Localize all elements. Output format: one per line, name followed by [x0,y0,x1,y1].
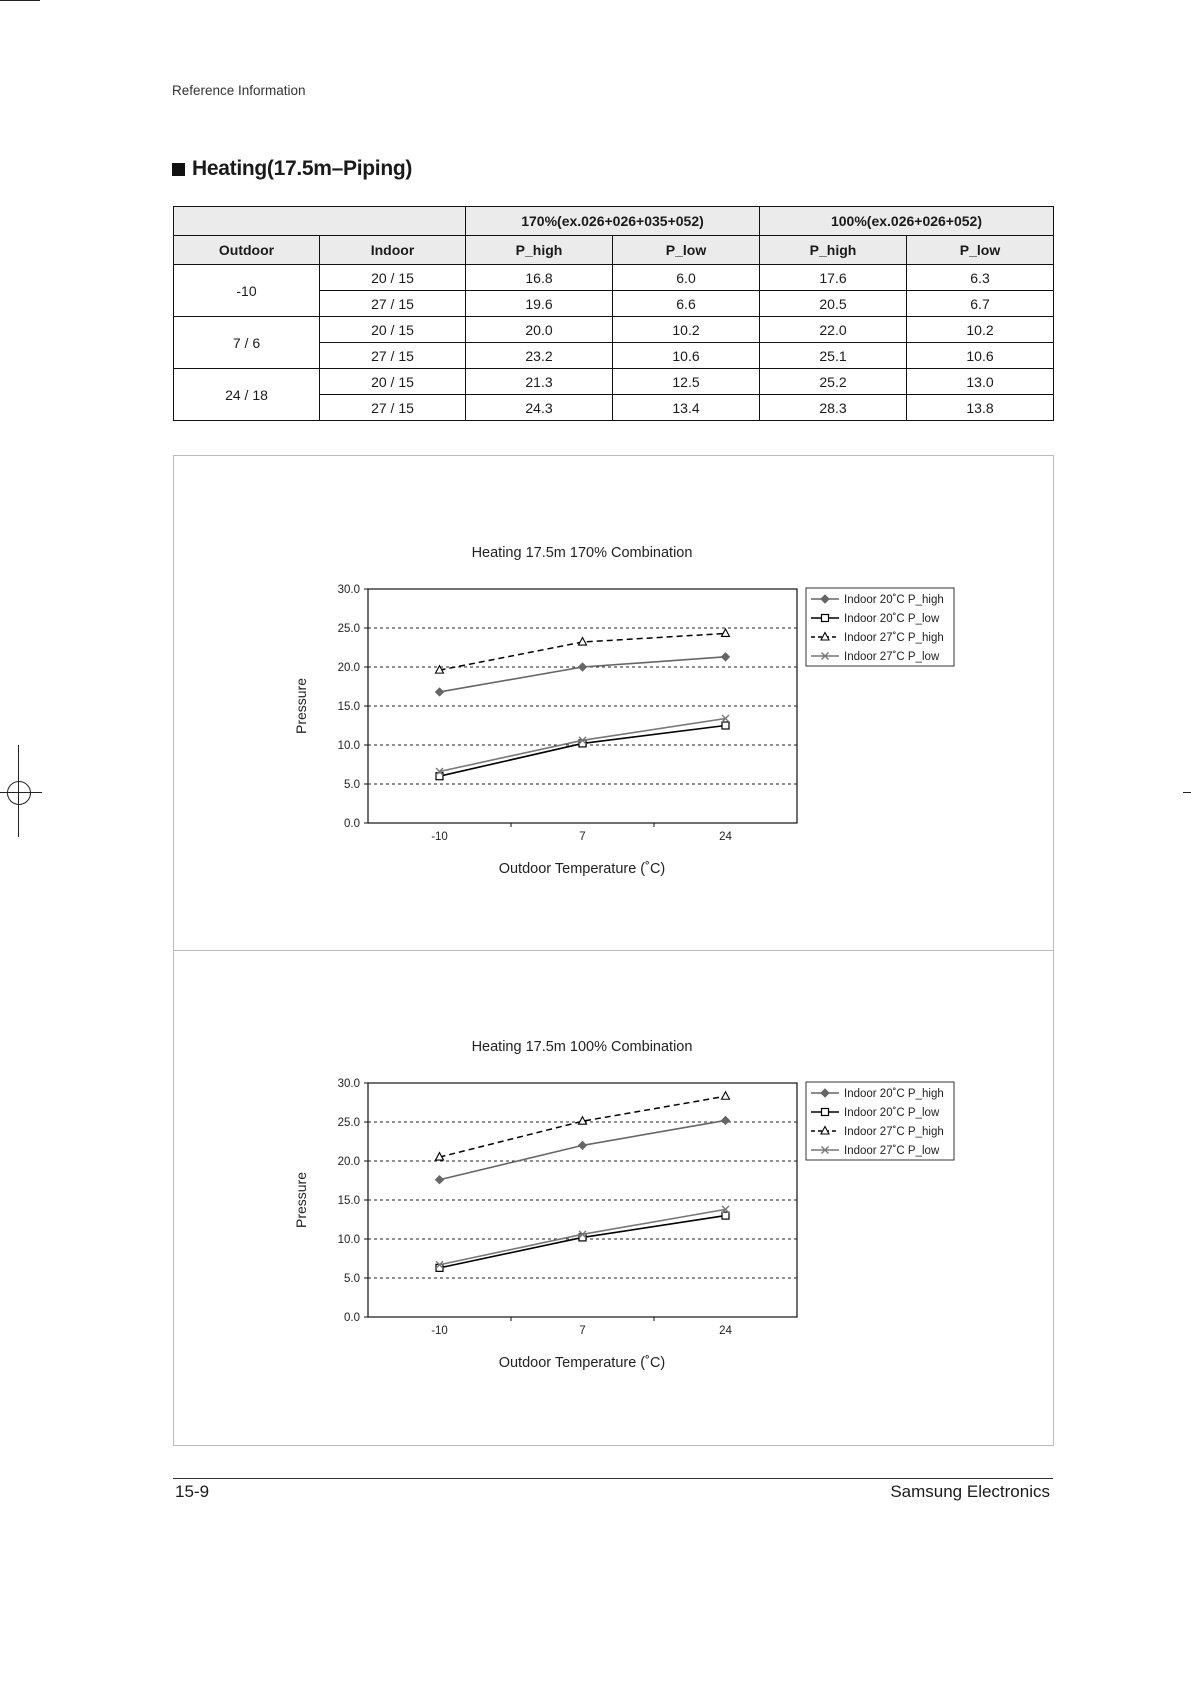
x-tick-label: 24 [719,831,732,843]
y-tick-label: 25.0 [337,1117,360,1129]
value-cell: 22.0 [760,317,907,343]
indoor-cell: 20 / 15 [320,265,466,291]
x-tick-label: -10 [431,831,448,843]
legend-marker [822,615,829,622]
charts-frame [173,455,1054,1446]
crop-mark-right [1183,792,1191,793]
group-header-row [174,207,1054,236]
footer-rule [173,1478,1053,1479]
plot-area [368,589,797,823]
value-cell: 24.3 [466,395,613,421]
section-title [172,157,412,181]
value-cell: 10.2 [907,317,1054,343]
value-cell: 13.0 [907,369,1054,395]
y-tick-label: 30.0 [337,1078,360,1090]
y-tick-label: 10.0 [337,1234,360,1246]
y-tick-label: 15.0 [337,701,360,713]
y-tick-label: 5.0 [344,1273,360,1285]
legend-label: Indoor 27˚C P_high [844,1126,944,1138]
x-axis-label: Outdoor Temperature (˚C) [498,1355,666,1371]
value-cell: 20.5 [760,291,907,317]
legend-label: Indoor 20˚C P_high [844,594,944,606]
value-cell: 12.5 [613,369,760,395]
value-cell: 13.4 [613,395,760,421]
column-header: Indoor [320,236,466,265]
legend-label: Indoor 20˚C P_low [844,1107,940,1119]
y-tick-label: 20.0 [337,1156,360,1168]
y-tick-label: 25.0 [337,623,360,635]
data-point [722,1212,729,1219]
x-axis-label: Outdoor Temperature (˚C) [498,861,666,877]
indoor-cell: 20 / 15 [320,317,466,343]
group-header-170: 170%(ex.026+026+035+052) [466,207,760,236]
value-cell: 16.8 [466,265,613,291]
value-cell: 6.0 [613,265,760,291]
y-tick-label: 15.0 [337,1195,360,1207]
value-cell: 25.1 [760,343,907,369]
value-cell: 17.6 [760,265,907,291]
value-cell: 25.2 [760,369,907,395]
column-header: P_low [907,236,1054,265]
pressure-table [173,206,1054,421]
indoor-cell: 27 / 15 [320,343,466,369]
value-cell: 13.8 [907,395,1054,421]
y-axis-label: Pressure [293,1171,309,1229]
value-cell: 6.3 [907,265,1054,291]
x-tick-label: -10 [431,1325,448,1337]
y-tick-label: 20.0 [337,662,360,674]
value-cell: 21.3 [466,369,613,395]
indoor-cell: 20 / 15 [320,369,466,395]
indoor-cell: 27 / 15 [320,395,466,421]
column-header: Outdoor [174,236,320,265]
outdoor-cell: -10 [174,265,320,317]
value-cell: 23.2 [466,343,613,369]
column-header: P_high [760,236,907,265]
page-number: 15-9 [175,1482,210,1501]
value-cell: 28.3 [760,395,907,421]
outdoor-cell: 24 / 18 [174,369,320,421]
legend-label: Indoor 27˚C P_low [844,651,940,663]
data-point [722,722,729,729]
value-cell: 10.6 [613,343,760,369]
y-tick-label: 0.0 [344,1312,360,1324]
legend-label: Indoor 27˚C P_high [844,632,944,644]
legend-label: Indoor 20˚C P_low [844,613,940,625]
value-cell: 10.2 [613,317,760,343]
y-axis-label: Pressure [293,677,309,735]
value-cell: 6.7 [907,291,1054,317]
value-cell: 20.0 [466,317,613,343]
y-tick-label: 30.0 [337,584,360,596]
group-header-100: 100%(ex.026+026+052) [760,207,1054,236]
running-header: Reference Information [172,83,306,98]
y-tick-label: 10.0 [337,740,360,752]
table-row [174,369,1054,395]
crop-mark-top-left [0,0,40,1]
y-tick-label: 5.0 [344,779,360,791]
chart-100-combination [174,950,1053,1444]
footer-company: Samsung Electronics [890,1482,1050,1501]
legend-label: Indoor 20˚C P_high [844,1088,944,1100]
chart-title: Heating 17.5m 170% Combination [471,545,693,561]
value-cell: 10.6 [907,343,1054,369]
column-header: P_high [466,236,613,265]
square-bullet-icon [172,163,185,176]
legend-marker [822,1109,829,1116]
y-tick-label: 0.0 [344,818,360,830]
value-cell: 6.6 [613,291,760,317]
chart-170-combination [174,456,1053,950]
x-tick-label: 7 [579,831,586,843]
registration-circle [7,781,31,805]
indoor-cell: 27 / 15 [320,291,466,317]
legend-label: Indoor 27˚C P_low [844,1145,940,1157]
x-tick-label: 7 [579,1325,586,1337]
empty-header-cell [174,207,466,236]
table-row [174,265,1054,291]
section-title-text: Heating(17.5m–Piping) [192,157,413,180]
column-header: P_low [613,236,760,265]
column-header-row [174,236,1054,265]
table-row [174,317,1054,343]
value-cell: 19.6 [466,291,613,317]
outdoor-cell: 7 / 6 [174,317,320,369]
chart-title: Heating 17.5m 100% Combination [471,1039,693,1055]
x-tick-label: 24 [719,1325,732,1337]
